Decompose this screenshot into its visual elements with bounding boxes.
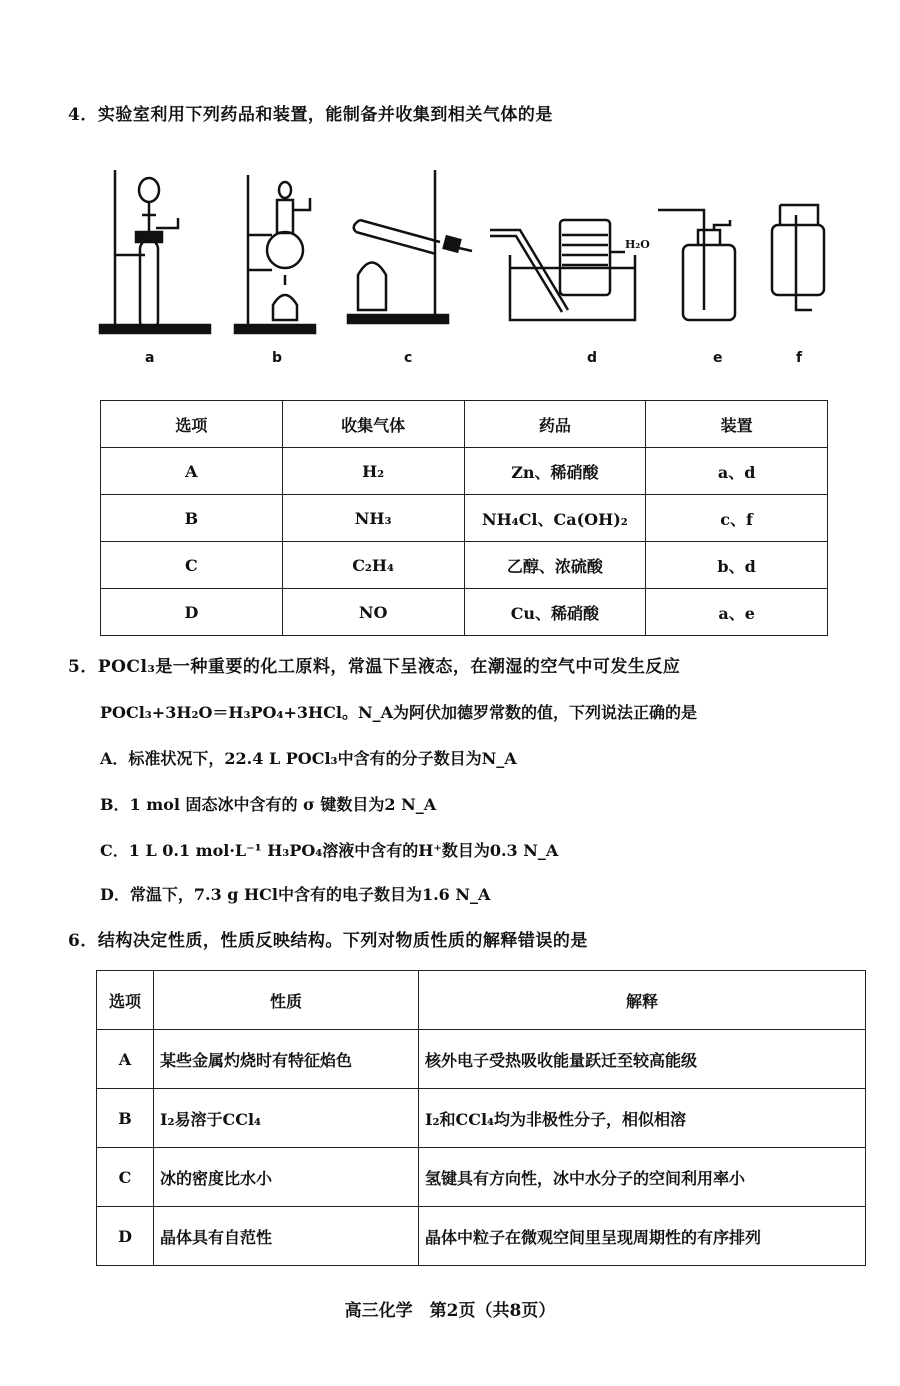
water-label: H₂O [625,238,650,251]
table-row [97,1030,866,1089]
cell-apparatus: b、d [646,542,828,589]
question-4-table [100,400,828,636]
header-option: 选项 [97,971,154,1030]
cell-gas: C₂H₄ [282,542,464,589]
header-property: 性质 [154,971,419,1030]
cell-reagents: NH₄Cl、Ca(OH)₂ [464,495,646,542]
cell-gas: NO [282,589,464,636]
cell-option: D [97,1207,154,1266]
cell-option: D [101,589,283,636]
header-gas: 收集气体 [282,401,464,448]
cell-option: B [101,495,283,542]
header-reagents: 药品 [464,401,646,448]
cell-explanation: 核外电子受热吸收能量跃迁至较高能级 [419,1030,866,1089]
apparatus-label-c: c [404,350,413,366]
cell-apparatus: c、f [646,495,828,542]
cell-property: 某些金属灼烧时有特征焰色 [154,1030,419,1089]
cell-apparatus: a、e [646,589,828,636]
table-row [97,1089,866,1148]
cell-property: I₂易溶于CCl₄ [154,1089,419,1148]
apparatus-drawing [90,160,850,370]
question-5-option-c: C．1 L 0.1 mol·L⁻¹ H₃PO₄溶液中含有的H⁺数目为0.3 N_A [100,841,559,860]
cell-option: C [101,542,283,589]
cell-explanation: 氢键具有方向性，冰中水分子的空间利用率小 [419,1148,866,1207]
header-explanation: 解释 [419,971,866,1030]
question-5-equation-line: POCl₃+3H₂O＝H₃PO₄+3HCl。N_A为阿伏加德罗常数的值，下列说法正确的是 [100,703,698,722]
question-6-title: 6．结构决定性质，性质反映结构。下列对物质性质的解释错误的是 [68,931,588,951]
cell-gas: H₂ [282,448,464,495]
table-header-row [101,401,828,448]
cell-explanation: 晶体中粒子在微观空间里呈现周期性的有序排列 [419,1207,866,1266]
question-5-title: 5．POCl₃是一种重要的化工原料，常温下呈液态，在潮湿的空气中可发生反应 [68,657,681,677]
table-row [101,448,828,495]
cell-explanation: I₂和CCl₄均为非极性分子，相似相溶 [419,1089,866,1148]
cell-apparatus: a、d [646,448,828,495]
cell-reagents: 乙醇、浓硫酸 [464,542,646,589]
question-5-option-d: D．常温下，7.3 g HCl中含有的电子数目为1.6 N_A [100,885,491,904]
apparatus-label-e: e [713,350,723,366]
question-6-table [96,970,866,1266]
apparatus-label-b: b [272,350,283,366]
apparatus-label-f: f [796,350,803,366]
cell-property: 冰的密度比水小 [154,1148,419,1207]
table-row [101,495,828,542]
apparatus-label-d: d [587,350,598,366]
apparatus-figure [90,160,850,370]
cell-option: B [97,1089,154,1148]
header-apparatus: 装置 [646,401,828,448]
table-row [101,542,828,589]
header-option: 选项 [101,401,283,448]
question-4-title: 4．实验室利用下列药品和装置，能制备并收集到相关气体的是 [68,105,553,125]
question-5-option-b: B．1 mol 固态冰中含有的 σ 键数目为2 N_A [100,795,437,814]
cell-option: A [97,1030,154,1089]
table-row [101,589,828,636]
cell-property: 晶体具有自范性 [154,1207,419,1266]
table-header-row [97,971,866,1030]
apparatus-label-a: a [145,350,155,366]
cell-reagents: Cu、稀硝酸 [464,589,646,636]
table-row [97,1148,866,1207]
cell-option: A [101,448,283,495]
page-footer: 高三化学 第2页（共8页） [344,1301,556,1321]
cell-gas: NH₃ [282,495,464,542]
table-row [97,1207,866,1266]
cell-reagents: Zn、稀硝酸 [464,448,646,495]
question-5-option-a: A．标准状况下，22.4 L POCl₃中含有的分子数目为N_A [100,749,517,768]
cell-option: C [97,1148,154,1207]
